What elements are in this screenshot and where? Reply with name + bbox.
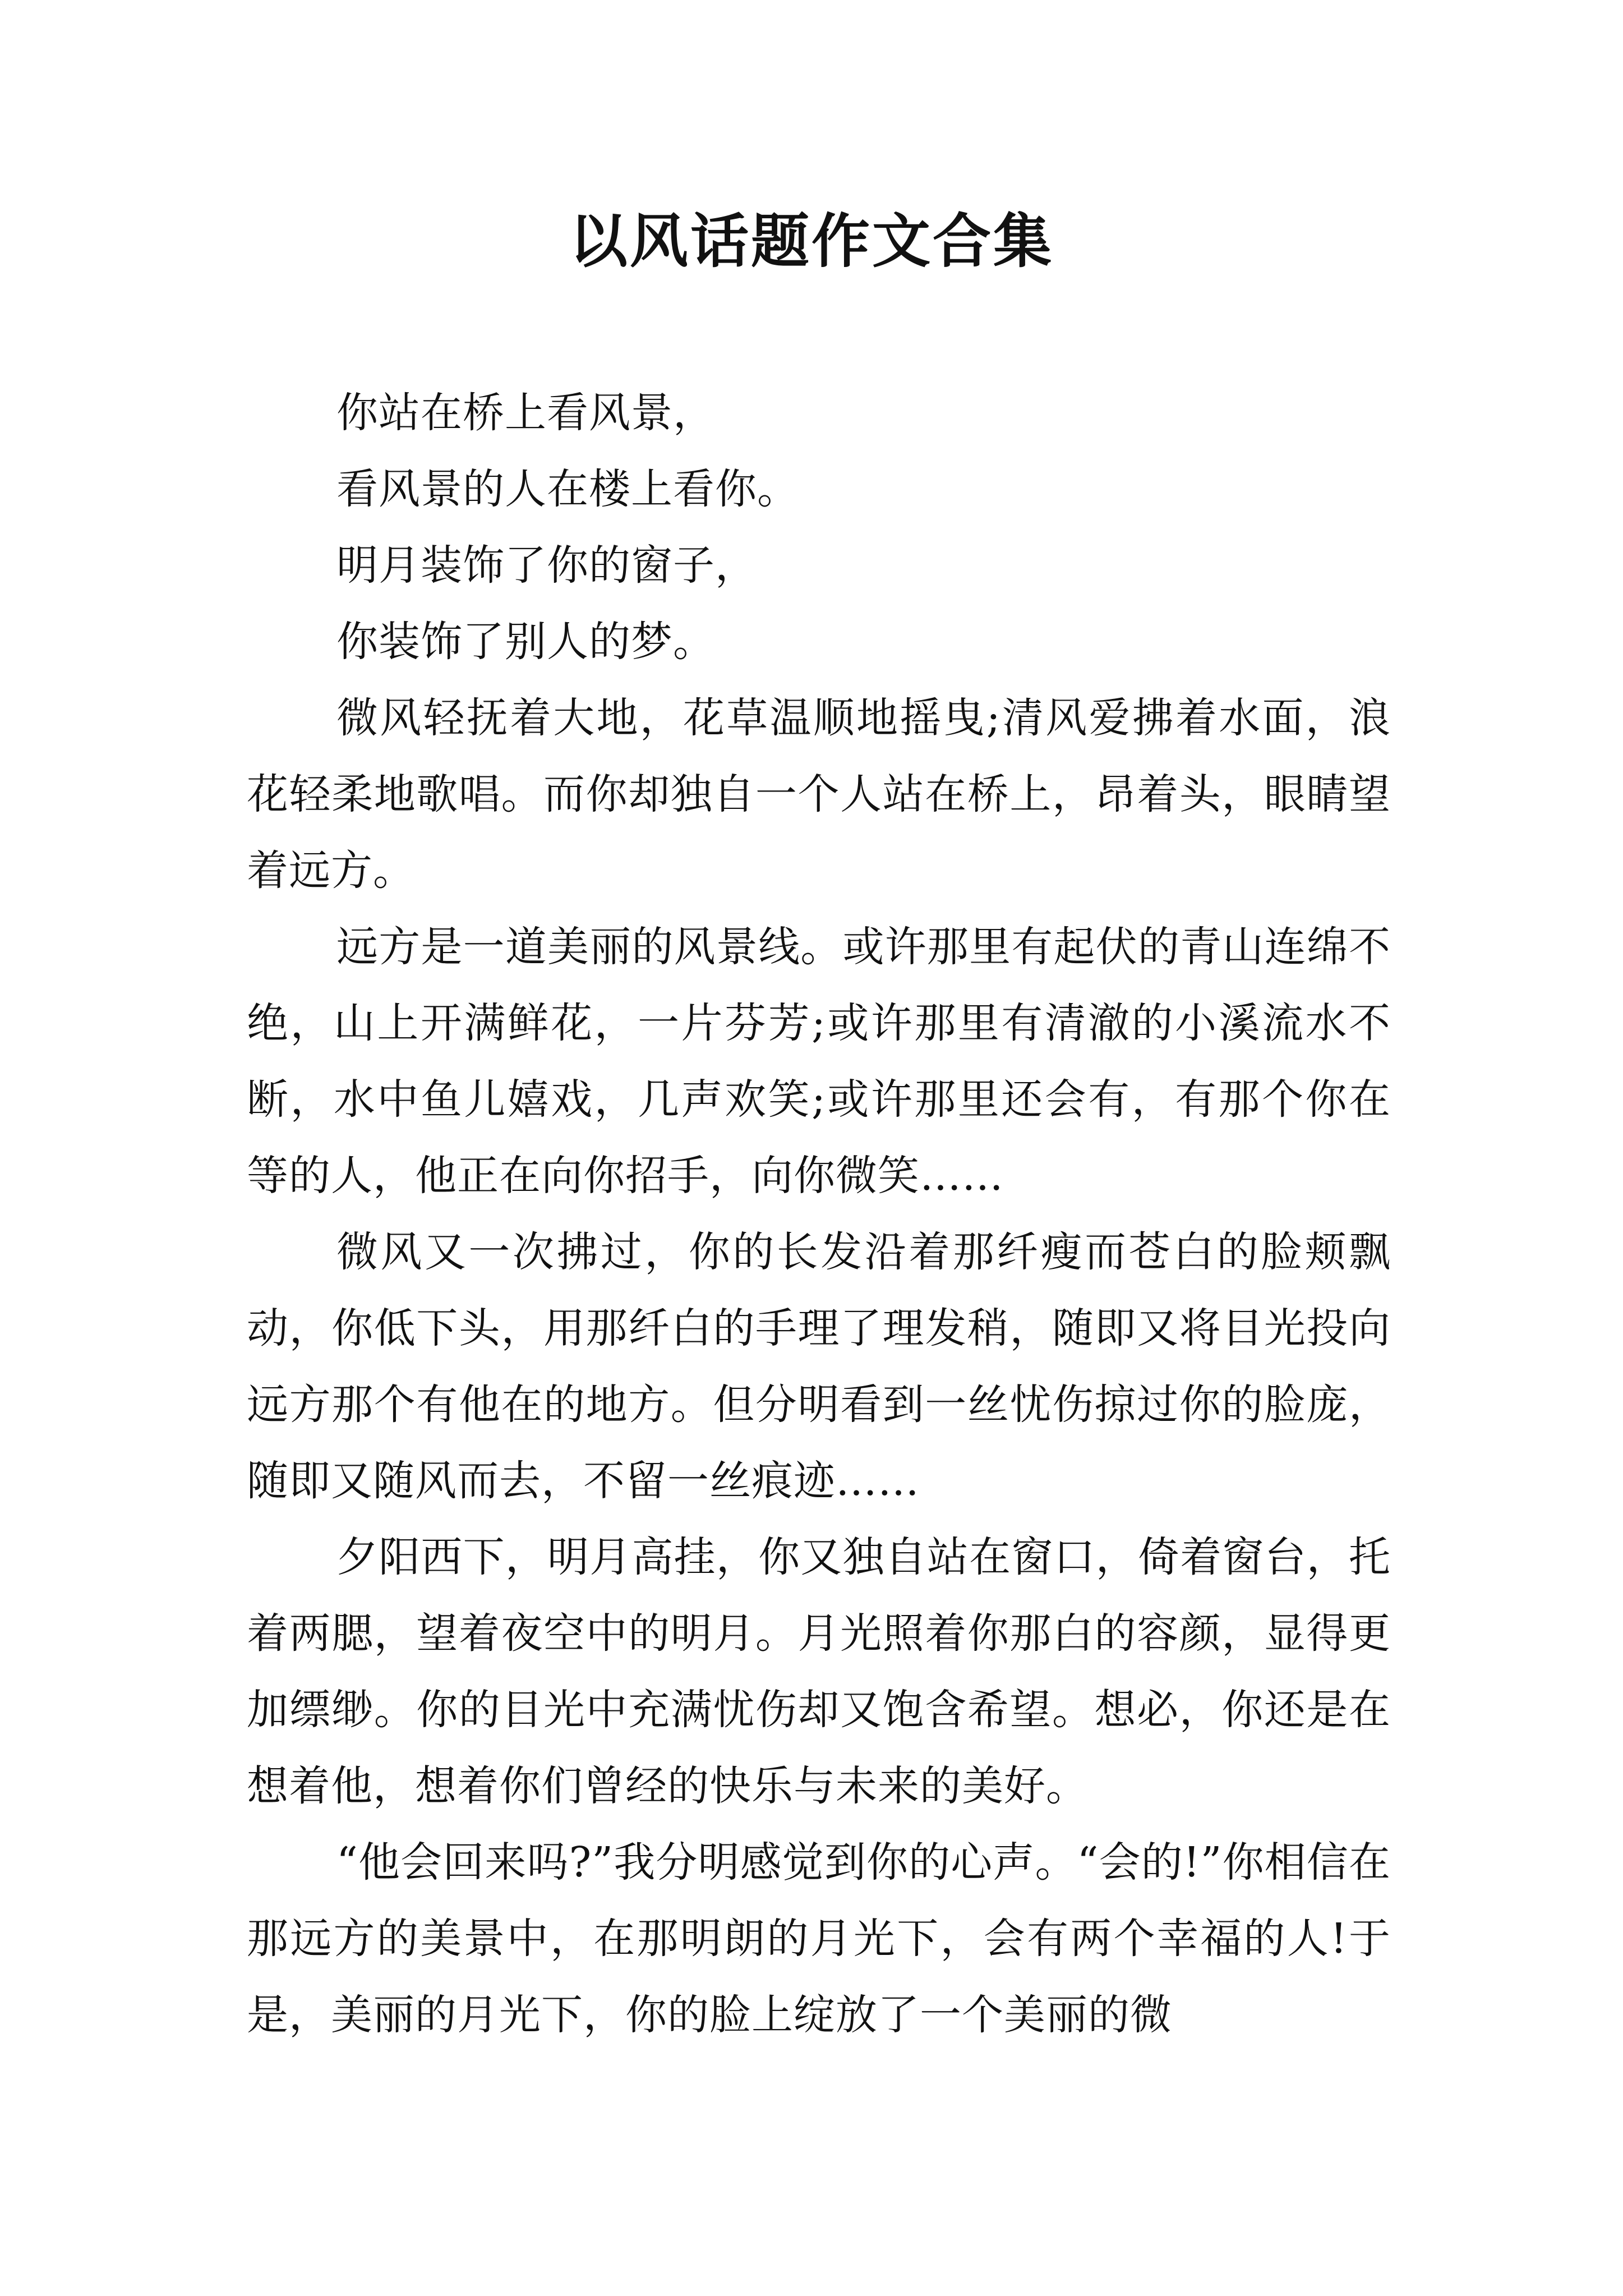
paragraph: 微风又一次拂过，你的长发沿着那纤瘦而苍白的脸颊飘动，你低下头，用那纤白的手理了理发稍，随即又将目光投向远方那个有他在的地方。但分明看到一丝忧伤掠过你的脸庞，随即又随风而去，不留一丝痕迹……: [247, 1228, 1391, 1505]
paragraph: 夕阳西下，明月高挂，你又独自站在窗口，倚着窗台，托着两腮，望着夜空中的明月。月光照着你那白的容颜，显得更加缥缈。你的目光中充满忧伤却又饱含希望。想必，你还是在想着他，想着你们曾经的快乐与未来的美好。: [247, 1533, 1391, 1810]
paragraph: 明月装饰了你的窗子，: [336, 541, 757, 590]
paragraph: 你站在桥上看风景，: [336, 389, 715, 437]
paragraph: 看风景的人在楼上看你。: [336, 465, 799, 513]
paragraph: 远方是一道美丽的风景线。或许那里有起伏的青山连绵不绝，山上开满鲜花，一片芬芳;或许那里有清澈的小溪流水不断，水中鱼儿嬉戏，几声欢笑;或许那里还会有，有那个你在等的人，他正在向你招手，向你微笑……: [247, 923, 1391, 1200]
page-title: 以风话题作文合集: [569, 207, 1054, 275]
paragraph: 你装饰了别人的梦。: [336, 618, 715, 666]
paragraph: 微风轻抚着大地，花草温顺地摇曳;清风爱拂着水面，浪花轻柔地歌唱。而你却独自一个人站在桥上，昂着头，眼睛望着远方。: [247, 694, 1391, 895]
essay-body: [247, 375, 1391, 2053]
paragraph: “他会回来吗?”我分明感觉到你的心声。“会的!”你相信在那远方的美景中，在那明朗的月光下，会有两个幸福的人!于是，美丽的月光下，你的脸上绽放了一个美丽的微: [247, 1838, 1391, 2039]
